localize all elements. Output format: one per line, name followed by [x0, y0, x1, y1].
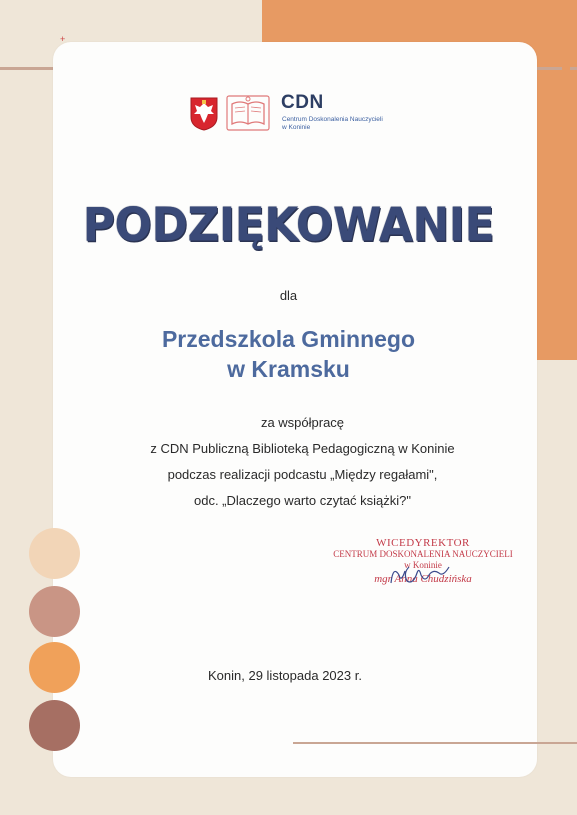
logo-subtitle — [282, 116, 383, 132]
preposition-text: dla — [279, 288, 298, 303]
cdn-logo — [190, 93, 430, 143]
body-line-4: odc. „Dlaczego warto czytać książki?" — [193, 493, 412, 508]
logo-subtitle-line2: w Koninie — [282, 124, 311, 131]
document-title: PODZIĘKOWANIE — [82, 198, 495, 253]
recipient-line-1: Przedszkola Gminnego — [161, 326, 416, 352]
decorative-circle-3 — [29, 642, 80, 693]
issue-date: Konin, 29 listopada 2023 r. — [208, 668, 362, 683]
stamp-position: WICEDYREKTOR — [376, 537, 470, 549]
recipient-name — [0, 324, 577, 384]
stamp-institution: CENTRUM DOSKONALENIA NAUCZYCIELI — [333, 549, 513, 559]
decorative-circle-2 — [29, 586, 80, 637]
body-line-3: podczas realizacji podcastu „Między regałami", — [167, 467, 438, 482]
decorative-circle-1 — [29, 528, 80, 579]
corner-mark: + — [60, 34, 66, 44]
body-line-1: za współpracę — [260, 415, 345, 430]
body-line-2: z CDN Publiczną Biblioteką Pedagogiczną w Koninie — [150, 441, 455, 456]
stamp-city: w Koninie — [404, 560, 442, 570]
body-text — [0, 410, 577, 514]
bottom-decorative-line — [293, 742, 577, 744]
handwritten-signature — [383, 553, 453, 593]
recipient-line-2: w Kramsku — [227, 356, 350, 382]
logo-brand: CDN — [281, 92, 324, 113]
open-book-icon — [226, 94, 270, 132]
decorative-circle-4 — [29, 700, 80, 751]
eagle-coat-of-arms-icon — [190, 97, 218, 131]
logo-subtitle-line1: Centrum Doskonalenia Nauczycieli — [282, 116, 383, 123]
stamp-signatory: mgr Anna Chudzińska — [374, 573, 472, 585]
